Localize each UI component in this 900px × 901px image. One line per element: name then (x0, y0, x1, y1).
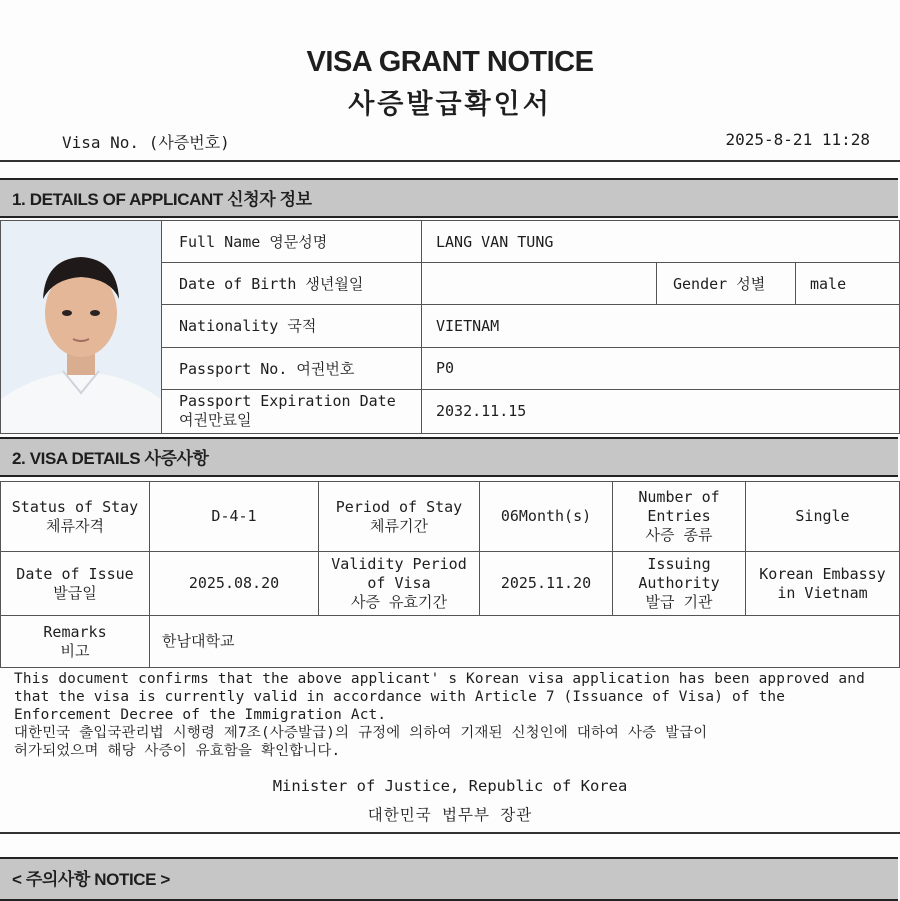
number-of-entries-label-en-2: Entries (647, 507, 711, 526)
issuing-authority-value-2: in Vietnam (777, 583, 868, 602)
table-row (1, 616, 900, 668)
period-of-stay-label (319, 482, 480, 552)
applicant-photo (1, 221, 161, 433)
remarks-label (1, 616, 150, 668)
section-visa-heading: 2. VISA DETAILS 사증사항 (0, 437, 898, 477)
gender-label: Gender 성별 (657, 263, 796, 305)
nationality-label: Nationality 국적 (162, 305, 422, 347)
issuing-authority-label (613, 552, 746, 616)
statement-line: 대한민국 출입국관리법 시행령 제7조(사증발급)의 규정에 의하여 기재된 신청인에 대하여 사증 발급이 (14, 725, 708, 741)
remarks-label-en: Remarks (43, 622, 107, 641)
passport-number-value: P0 (422, 347, 900, 389)
validity-period-value: 2025.11.20 (480, 552, 613, 616)
photo-cell (1, 221, 162, 434)
issuing-authority-label-ko: 발급 기관 (645, 592, 713, 611)
statement-line: that the visa is currently valid in accordance with Article 7 (Issuance of Visa) of the (14, 689, 786, 705)
passport-expiration-label (162, 389, 422, 433)
signer-english: Minister of Justice, Republic of Korea (272, 777, 628, 795)
header-divider (0, 160, 900, 162)
full-name-label: Full Name 영문성명 (162, 221, 422, 263)
applicant-table (0, 220, 900, 434)
remarks-label-ko: 비고 (60, 641, 90, 660)
status-of-stay-value: D-4-1 (150, 482, 319, 552)
visa-number-label: Visa No. (사증번호) (62, 133, 230, 152)
confirmation-statement (14, 670, 890, 760)
section-applicant-heading: 1. DETAILS OF APPLICANT 신청자 정보 (0, 178, 898, 218)
passport-expiration-label-ko: 여권만료일 (179, 411, 252, 430)
status-of-stay-label (1, 482, 150, 552)
remarks-value: 한남대학교 (150, 616, 900, 668)
date-of-issue-value: 2025.08.20 (150, 552, 319, 616)
title-korean: 사증발급확인서 (348, 89, 552, 119)
status-of-stay-label-en: Status of Stay (11, 497, 139, 516)
period-of-stay-value: 06Month(s) (480, 482, 613, 552)
number-of-entries-label-ko: 사증 종류 (645, 525, 713, 544)
dob-label: Date of Birth 생년월일 (162, 263, 422, 305)
statement-line: This document confirms that the above applicant' s Korean visa application has been approved and (14, 671, 865, 687)
passport-number-label: Passport No. 여권번호 (162, 347, 422, 389)
validity-period-label-en-1: Validity Period (331, 555, 467, 574)
issuing-authority-value-1: Korean Embassy (759, 564, 886, 583)
number-of-entries-label (613, 482, 746, 552)
statement-line: Enforcement Decree of the Immigration Act. (14, 707, 387, 723)
issue-datetime: 2025-8-21 11:28 (725, 130, 870, 149)
nationality-value: VIETNAM (422, 305, 900, 347)
title-english: VISA GRANT NOTICE (306, 46, 594, 78)
period-of-stay-label-en: Period of Stay (335, 497, 463, 516)
date-of-issue-label-en: Date of Issue (16, 564, 134, 583)
passport-expiration-label-en: Passport Expiration Date (179, 392, 396, 411)
validity-period-label-en-2: of Visa (367, 574, 431, 593)
issuing-authority-label-en-1: Issuing (647, 555, 711, 574)
full-name-value: LANG VAN TUNG (422, 221, 900, 263)
date-of-issue-label-ko: 발급일 (53, 583, 97, 602)
visa-details-table (0, 481, 900, 668)
issuing-authority-label-en-2: Authority (638, 574, 720, 593)
footer-divider (0, 832, 900, 834)
statement-line: 허가되었으며 해당 사증이 유효함을 확인합니다. (14, 743, 341, 759)
issuing-authority-value (746, 552, 900, 616)
status-of-stay-label-ko: 체류자격 (46, 516, 104, 535)
period-of-stay-label-ko: 체류기간 (370, 516, 428, 535)
passport-expiration-value: 2032.11.15 (422, 389, 900, 433)
table-row (1, 221, 900, 263)
notice-heading: < 주의사항 NOTICE > (0, 857, 898, 901)
table-row (1, 552, 900, 616)
number-of-entries-label-en-1: Number of (638, 488, 720, 507)
gender-value: male (796, 263, 900, 305)
number-of-entries-value: Single (746, 482, 900, 552)
table-row (1, 482, 900, 552)
signer-korean: 대한민국 법무부 장관 (367, 806, 533, 824)
validity-period-label-ko: 사증 유효기간 (351, 592, 447, 611)
dob-value (422, 263, 657, 305)
date-of-issue-label (1, 552, 150, 616)
validity-period-label (319, 552, 480, 616)
